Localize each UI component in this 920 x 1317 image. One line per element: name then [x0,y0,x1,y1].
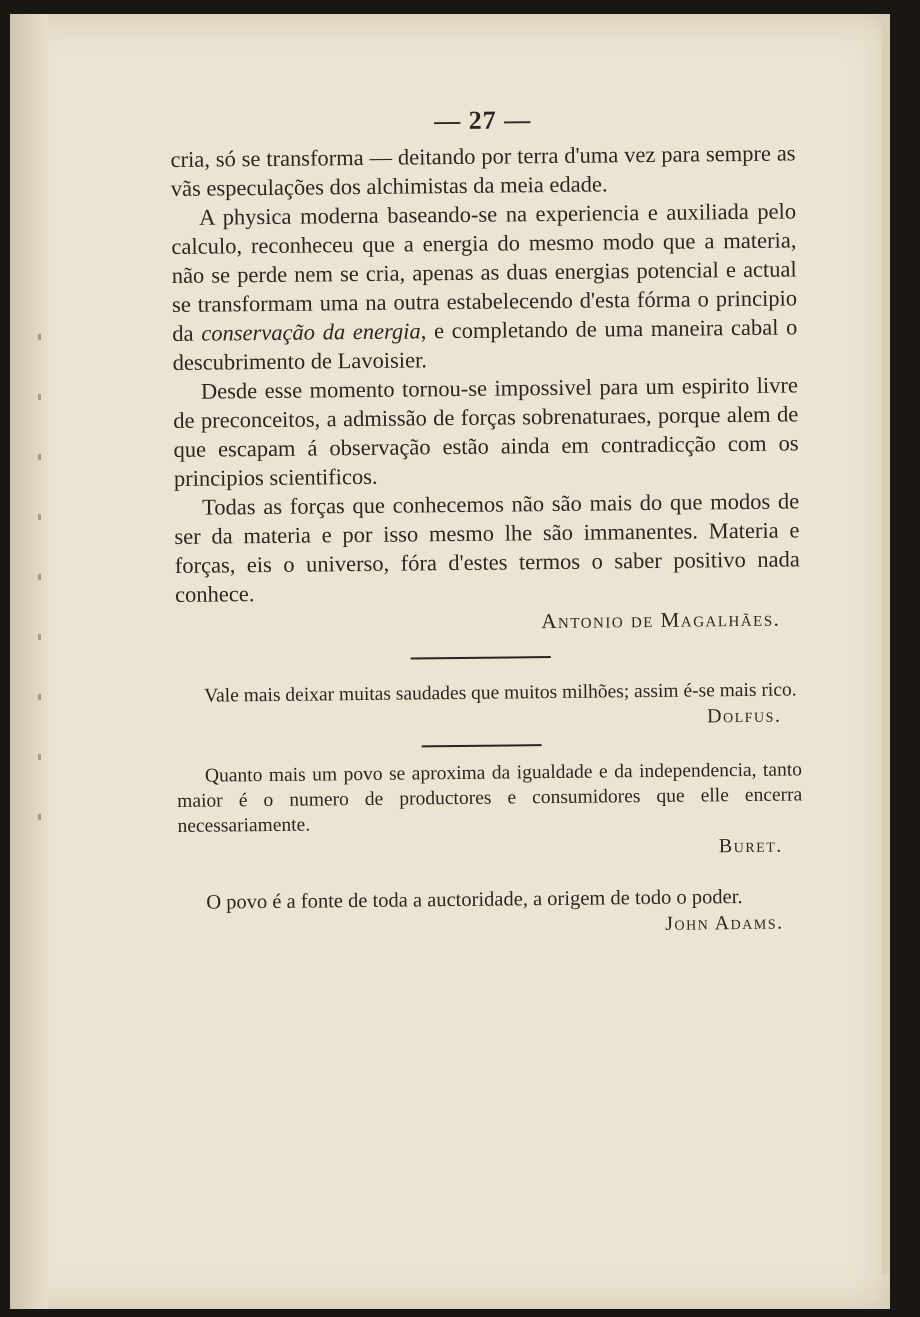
quote-3-text: O povo é a fonte de toda a auctoridade, a origem de todo o poder. [206,885,743,914]
quote-1-text: Vale mais deixar muitas saudades que muitos milhões; assim é-se mais rico. [204,679,797,707]
quote-2-author: Buret. [718,834,783,857]
paragraph-2-italic: conservação da energia [201,318,421,346]
paragraph-2 [171,196,798,377]
binding-stitch-marks [38,334,41,854]
paragraph-2-end: , e completando de uma maneira cabal o descubrimento de Lavoisier. [172,314,798,375]
page-edge [882,24,890,1274]
paragraph-3: Desde esse momento tornou-se impossivel para um espirito livre de preconceitos, a admissão de forças sobrenaturaes, porque alem de que escapam á observação estão ainda em contradicção com os principios scientificos. [173,372,799,491]
paragraph-2-text: A physica moderna baseando-se na experiencia e auxiliada pelo calculo, reconheceu que a energia do mesmo modo que a materia, não se perde nem se cria, apenas as duas energias potencial e actual se transformam uma na outra estabelecendo d'esta fórma o principio da [171,198,798,346]
quote-3-author: John Adams. [665,911,784,935]
article-signature: Antonio de Magalhães. [541,606,781,634]
page-number: — 27 — [433,105,532,136]
page-gutter [10,14,48,1309]
paragraph-1: cria, só se transforma — deitando por terra d'uma vez para sempre as vãs especulações dos alchimistas da meia edade. [170,140,796,201]
quote-1-author: Dolfus. [706,704,782,728]
book-page [10,14,890,1309]
page-text-block [170,102,804,940]
quote-2-text: Quanto mais um povo se aproxima da igualdade e da independencia, tanto maior é o numero de productores e consumidores que elle encerra necessariamente. [177,758,803,837]
section-divider [411,656,551,659]
paragraph-4: Todas as forças que conhecemos não são mais do que modos de ser da materia e por isso mesmo lhe são immanentes. Materia e forças, eis o universo, fóra d'estes termos o saber positivo nada conhece. [174,488,800,607]
quote-divider [422,744,542,747]
